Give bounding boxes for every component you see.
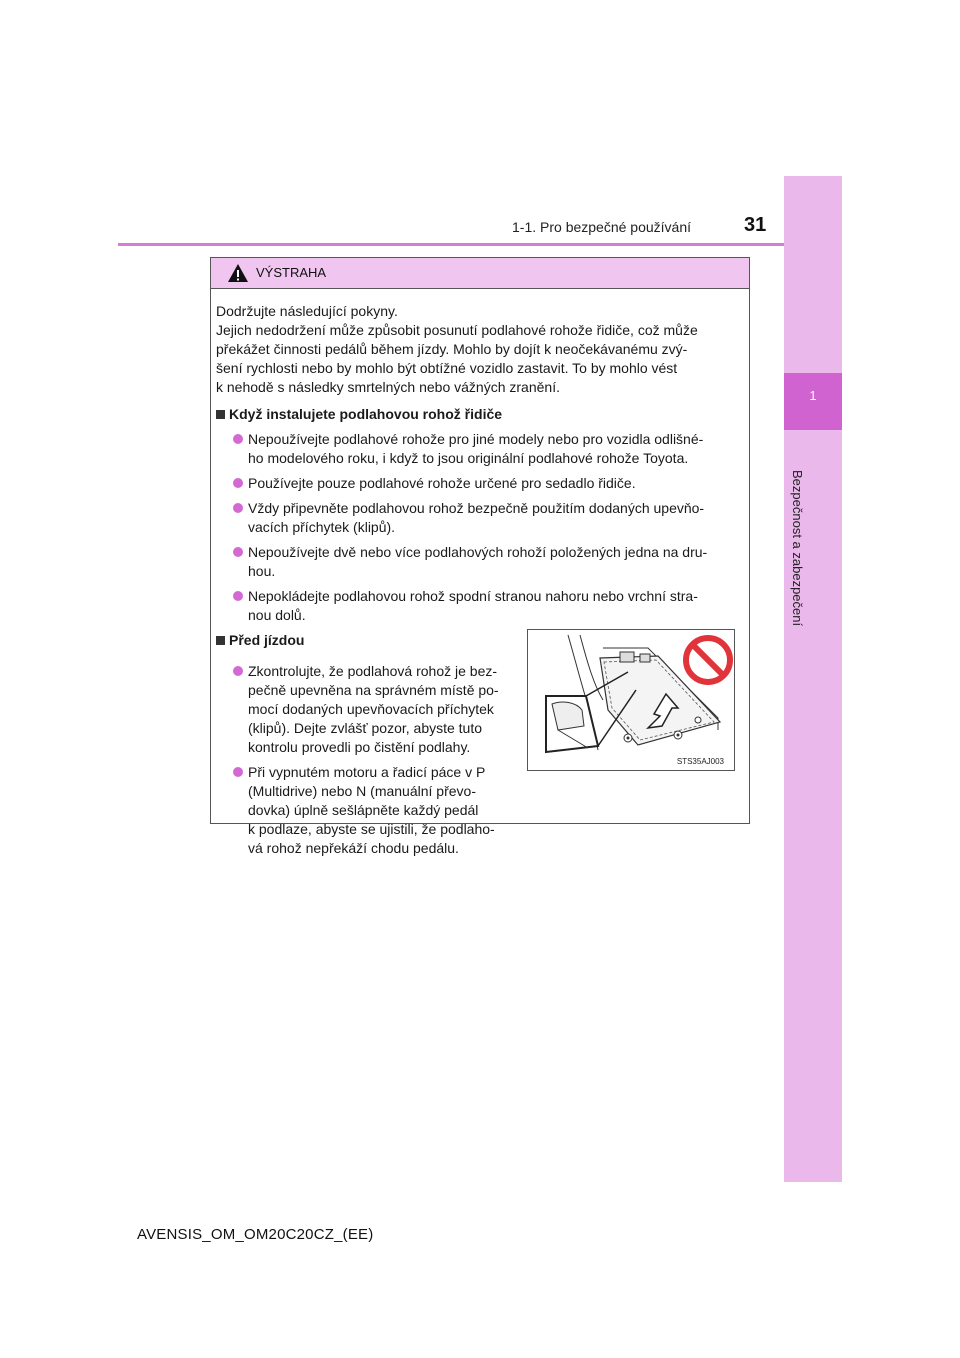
warning-title: VÝSTRAHA [256, 265, 327, 280]
list-item: Nepoužívejte dvě nebo více podlahových rohoží položených jedna na dru- hou. [216, 543, 746, 581]
bullet-icon [233, 547, 243, 557]
bullet-icon [233, 478, 243, 488]
list-item: Nepoužívejte podlahové rohože pro jiné modely nebo pro vozidla odlišné- ho modelového roku, i když to jsou originální podlahové rohože Toyota. [216, 430, 746, 468]
intro-line: k nehodě s následky smrtelných nebo vážných zranění. [216, 379, 560, 395]
list-item: Nepokládejte podlahovou rohož spodní stranou nahoru nebo vrchní stra- nou dolů. [216, 587, 746, 625]
square-bullet-icon [216, 636, 225, 645]
chapter-number: 1 [809, 388, 817, 403]
bullet-icon [233, 767, 243, 777]
floor-mat-drawing [528, 630, 734, 770]
bullet-icon [233, 503, 243, 513]
chapter-title: Bezpečnost a zabezpečení [790, 470, 805, 627]
bullet-icon [233, 434, 243, 444]
warning-content [216, 302, 746, 864]
intro-line: překážet činnosti pedálů během jízdy. Mohlo by dojít k neočekávanému zvý- [216, 341, 688, 357]
page-number: 31 [744, 214, 767, 236]
intro-line: Jejich nedodržení může způsobit posunutí podlahové rohože řidiče, což může [216, 322, 698, 338]
section-title: 1-1. Pro bezpečné používání [512, 219, 692, 235]
square-bullet-icon [216, 410, 225, 419]
floor-mat-illustration [527, 629, 735, 771]
chapter-side-tab [784, 176, 842, 1182]
bullet-icon [233, 591, 243, 601]
warning-intro [216, 302, 746, 397]
warning-header [211, 258, 749, 289]
list-item: Při vypnutém motoru a řadicí páce v P (Multidrive) nebo N (manuální převo- dovka) úplně sešlápněte každý pedál k podlaze, abyste se ujistili, že podlaho- vá rohož nepřekáží chodu pedálu. [216, 763, 746, 858]
section-heading: Před jízdou [216, 631, 746, 650]
list-item: Vždy připevněte podlahovou rohož bezpečně použitím dodaných upevňo- vacích příchytek (klipů). [216, 499, 746, 537]
list-item: Používejte pouze podlahové rohože určené pro sedadlo řidiče. [216, 474, 746, 493]
warning-triangle-icon [227, 263, 249, 283]
chapter-title-wrap [790, 470, 960, 627]
intro-line: Dodržujte následující pokyny. [216, 303, 398, 319]
warning-box [210, 257, 750, 856]
list-item: Zkontrolujte, že podlahová rohož je bez- pečně upevněna na správném místě po- mocí dodaných upevňovacích příchytek (klipů). Dejte zvlášť pozor, abyste tuto kontrolu provedli po čistění podlahy. [216, 662, 746, 757]
header-rule [118, 243, 784, 246]
illustration-code: STS35AJ003 [676, 757, 724, 766]
document-code: AVENSIS_OM_OM20C20CZ_(EE) [137, 1226, 374, 1243]
section-heading: Když instalujete podlahovou rohož řidiče [216, 405, 746, 424]
bullet-icon [233, 666, 243, 676]
intro-line: šení rychlosti nebo by mohlo být obtížné vozidlo zastavit. To by mohlo vést [216, 360, 678, 376]
